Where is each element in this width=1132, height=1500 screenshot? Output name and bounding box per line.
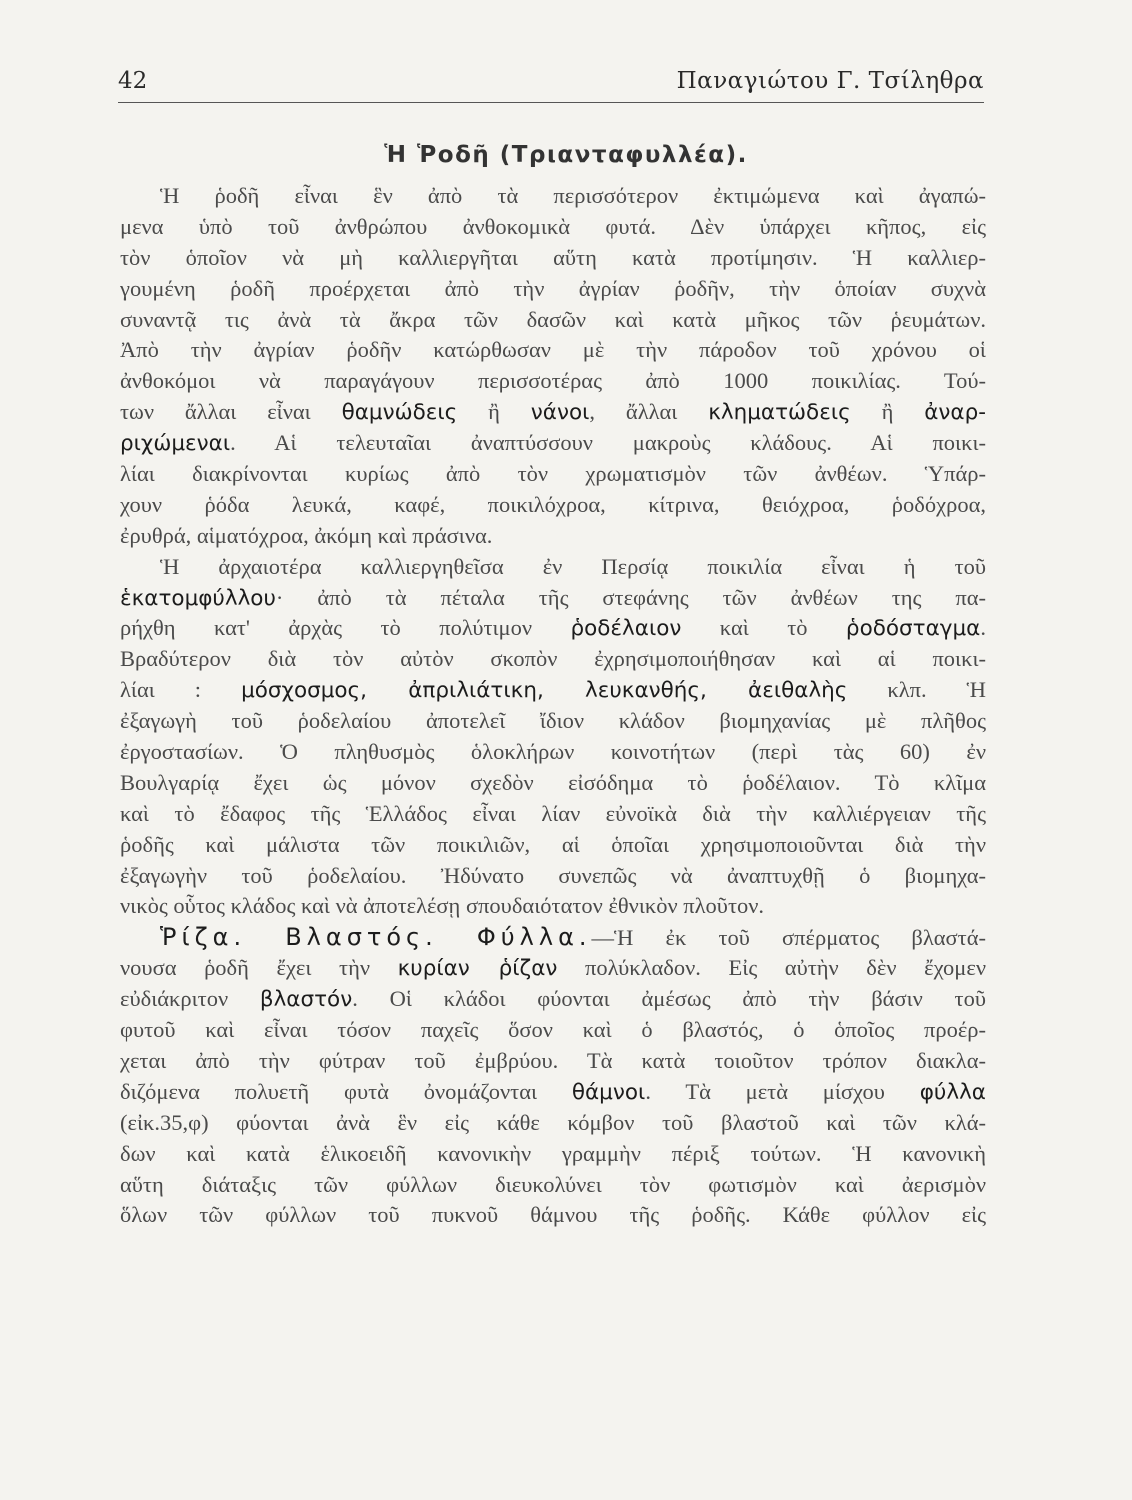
text-line bbox=[120, 613, 986, 644]
bold-term: κυρίαν ῥίζαν bbox=[397, 956, 558, 982]
text-line bbox=[120, 552, 986, 583]
bold-term: νάνοι bbox=[530, 400, 590, 426]
text-line bbox=[120, 1200, 986, 1231]
text-segment: . Τὰ μετὰ μίσχου bbox=[645, 1078, 920, 1104]
text-segment: πολύκλαδον. Εἰς αὐτὴν δὲν ἔχομεν bbox=[557, 955, 986, 981]
text-segment: Βουλγαρίᾳ ἔχει ὡς μόνον σχεδὸν εἰσόδημα τὸ ῥοδέλαιον. Τὸ κλῖμα bbox=[120, 769, 986, 795]
text-segment: συναντᾷ τις ἀνὰ τὰ ἄκρα τῶν δασῶν καὶ κατὰ μῆκος τῶν ῥευμάτων. bbox=[120, 306, 986, 332]
bold-term: ἑκατομφύλλου bbox=[120, 585, 276, 611]
text-line bbox=[120, 1170, 986, 1201]
text-line bbox=[120, 706, 986, 737]
text-line bbox=[120, 830, 986, 861]
bold-term: φύλλα bbox=[919, 1079, 986, 1105]
text-segment: ρήχθη κατ' ἀρχὰς τὸ πολύτιμον bbox=[120, 615, 571, 641]
text-line bbox=[120, 861, 986, 892]
text-line bbox=[120, 737, 986, 768]
text-line bbox=[120, 1139, 986, 1170]
text-segment: νουσα ῥοδῆ ἔχει τὴν bbox=[120, 955, 398, 981]
text-line bbox=[120, 243, 986, 274]
text-line bbox=[120, 212, 986, 243]
running-head bbox=[118, 68, 984, 103]
text-segment: , ἄλλαι bbox=[589, 399, 709, 425]
text-segment: χουν ῥόδα λευκά, καφέ, ποικιλόχροα, κίτρινα, θειόχροα, ῥοδόχροα, bbox=[120, 491, 986, 517]
text-line bbox=[120, 922, 986, 953]
text-line bbox=[120, 799, 986, 830]
text-line bbox=[120, 428, 986, 459]
text-line bbox=[120, 305, 986, 336]
text-segment: δων καὶ κατὰ ἑλικοειδῆ κανονικὴν γραμμὴν πέριξ τούτων. Ἡ κανονικὴ bbox=[120, 1140, 986, 1166]
text-line bbox=[120, 459, 986, 490]
text-segment: —Ἡ ἐκ τοῦ σπέρματος βλαστά- bbox=[591, 925, 986, 951]
bold-term: Ῥίζα. Βλαστός. Φύλλα. bbox=[160, 923, 592, 952]
text-line bbox=[120, 335, 986, 366]
page-number: 42 bbox=[118, 68, 148, 94]
text-line bbox=[120, 490, 986, 521]
text-line bbox=[120, 397, 986, 428]
text-line bbox=[120, 891, 986, 922]
text-segment: κλπ. Ἡ bbox=[847, 677, 986, 703]
text-line bbox=[120, 675, 986, 706]
text-segment: τὸν ὁποῖον νὰ μὴ καλλιεργῆται αὕτη κατὰ προτίμησιν. Ἡ καλλιερ- bbox=[120, 244, 986, 270]
text-segment: ἐξαγωγὴν τοῦ ῥοδελαίου. Ἠδύνατο συνεπῶς νὰ ἀναπτυχθῇ ὁ βιομηχα- bbox=[120, 862, 986, 888]
text-segment: Βραδύτερον διὰ τὸν αὐτὸν σκοπὸν ἐχρησιμοποιήθησαν καὶ αἱ ποικι- bbox=[120, 646, 986, 672]
text-line bbox=[120, 274, 986, 305]
text-line bbox=[120, 1015, 986, 1046]
bold-term: θάμνοι bbox=[571, 1079, 646, 1105]
text-segment: νικὸς οὗτος κλάδος καὶ νὰ ἀποτελέσῃ σπουδαιότατον ἐθνικὸν πλοῦτον. bbox=[120, 893, 765, 919]
bold-term: θαμνώδεις bbox=[341, 400, 458, 426]
text-line bbox=[120, 521, 986, 552]
text-line bbox=[120, 181, 986, 212]
text-line bbox=[120, 953, 986, 984]
text-segment: διζόμενα πολυετῆ φυτὰ ὀνομάζονται bbox=[120, 1078, 572, 1104]
text-segment: . bbox=[980, 615, 986, 641]
text-segment: εὐδιάκριτον bbox=[120, 986, 260, 1012]
text-segment: των ἄλλαι εἶναι bbox=[120, 399, 342, 425]
bold-term: ῥοδέλαιον bbox=[570, 616, 682, 642]
bold-term: ριχώμεναι bbox=[120, 431, 231, 457]
text-segment: ἀνθοκόμοι νὰ παραγάγουν περισσοτέρας ἀπὸ 1000 ποικιλίας. Τού- bbox=[120, 368, 986, 394]
text-segment: Ἡ ῥοδῆ εἶναι ἓν ἀπὸ τὰ περισσότερον ἐκτιμώμενα καὶ ἀγαπώ- bbox=[160, 183, 986, 208]
text-segment: ἐργοστασίων. Ὁ πληθυσμὸς ὁλοκλήρων κοινοτήτων (περὶ τὰς 60) ἐν bbox=[120, 739, 986, 765]
text-line bbox=[120, 1108, 986, 1139]
running-title: Παναγιώτου Γ. Τσίληθρα bbox=[676, 68, 984, 94]
text-line bbox=[120, 768, 986, 799]
text-segment: ῥοδῆς καὶ μάλιστα τῶν ποικιλιῶν, αἱ ὁποῖαι χρησιμοποιοῦνται διὰ τὴν bbox=[120, 831, 986, 857]
text-line bbox=[120, 1077, 986, 1108]
text-line bbox=[120, 984, 986, 1015]
text-segment: φυτοῦ καὶ εἶναι τόσον παχεῖς ὅσον καὶ ὁ βλαστός, ὁ ὁποῖος προέρ- bbox=[120, 1017, 986, 1043]
text-segment: γουμένη ῥοδῆ προέρχεται ἀπὸ τὴν ἀγρίαν ῥοδῆν, τὴν ὁποίαν συχνὰ bbox=[120, 275, 986, 301]
body-text bbox=[120, 181, 986, 1231]
text-segment: Ἀπὸ τὴν ἀγρίαν ῥοδῆν κατώρθωσαν μὲ τὴν πάροδον τοῦ χρόνου οἱ bbox=[120, 337, 986, 363]
text-segment: μενα ὑπὸ τοῦ ἀνθρώπου ἀνθοκομικὰ φυτά. Δὲν ὑπάρχει κῆπος, εἰς bbox=[120, 213, 986, 239]
text-segment: · ἀπὸ τὰ πέταλα τῆς στεφάνης τῶν ἀνθέων της πα- bbox=[275, 584, 986, 610]
text-segment: λίαι : bbox=[120, 677, 242, 703]
text-segment: ὅλων τῶν φύλλων τοῦ πυκνοῦ θάμνου τῆς ῥοδῆς. Κάθε φύλλον εἰς bbox=[120, 1202, 986, 1228]
text-line bbox=[120, 644, 986, 675]
text-line bbox=[120, 1046, 986, 1077]
text-segment: καὶ τὸ ἔδαφος τῆς Ἑλλάδος εἶναι λίαν εὐνοϊκὰ διὰ τὴν καλλιέργειαν τῆς bbox=[120, 800, 986, 826]
bold-term: ἀναρ- bbox=[924, 400, 986, 426]
bold-term: ῥοδόσταγμα bbox=[845, 616, 981, 642]
text-segment: ἐρυθρά, αἱματόχροα, ἀκόμη καὶ πράσινα. bbox=[120, 522, 493, 548]
text-segment: . Οἱ κλάδοι φύονται ἀμέσως ἀπὸ τὴν βάσιν τοῦ bbox=[352, 986, 986, 1012]
text-segment: (εἰκ.35,φ) φύονται ἀνὰ ἓν εἰς κάθε κόμβον τοῦ βλαστοῦ καὶ τῶν κλά- bbox=[120, 1109, 986, 1135]
text-segment: καὶ τὸ bbox=[681, 615, 846, 641]
text-line bbox=[120, 366, 986, 397]
text-segment: ἢ bbox=[850, 399, 925, 425]
text-line bbox=[120, 583, 986, 614]
bold-term: μόσχοσμος, ἀπριλιάτικη, λευκανθής, ἀειθαλὴς bbox=[241, 678, 848, 704]
text-segment: Ἡ ἀρχαιοτέρα καλλιεργηθεῖσα ἐν Περσίᾳ ποικιλία εἶναι ἡ τοῦ bbox=[160, 553, 986, 579]
text-segment: χεται ἀπὸ τὴν φύτραν τοῦ ἐμβρύου. Τὰ κατὰ τοιοῦτον τρόπον διακλα- bbox=[120, 1047, 986, 1073]
bold-term: κληματώδεις bbox=[708, 400, 851, 426]
bold-term: βλαστόν bbox=[259, 987, 353, 1013]
section-heading: Ἡ Ῥοδῆ (Τριανταφυλλέα). bbox=[384, 142, 748, 168]
text-segment: ἐξαγωγὴ τοῦ ῥοδελαίου ἀποτελεῖ ἴδιον κλάδον βιομηχανίας μὲ πλῆθος bbox=[120, 708, 986, 734]
text-segment: ἢ bbox=[457, 399, 531, 425]
text-segment: λίαι διακρίνονται κυρίως ἀπὸ τὸν χρωματισμὸν τῶν ἀνθέων. Ὑπάρ- bbox=[120, 461, 986, 487]
text-segment: . Αἱ τελευταῖαι ἀναπτύσσουν μακροὺς κλάδους. Αἱ ποικι- bbox=[230, 430, 986, 456]
text-segment: αὕτη διάταξις τῶν φύλλων διευκολύνει τὸν φωτισμὸν καὶ ἀερισμὸν bbox=[120, 1171, 986, 1197]
